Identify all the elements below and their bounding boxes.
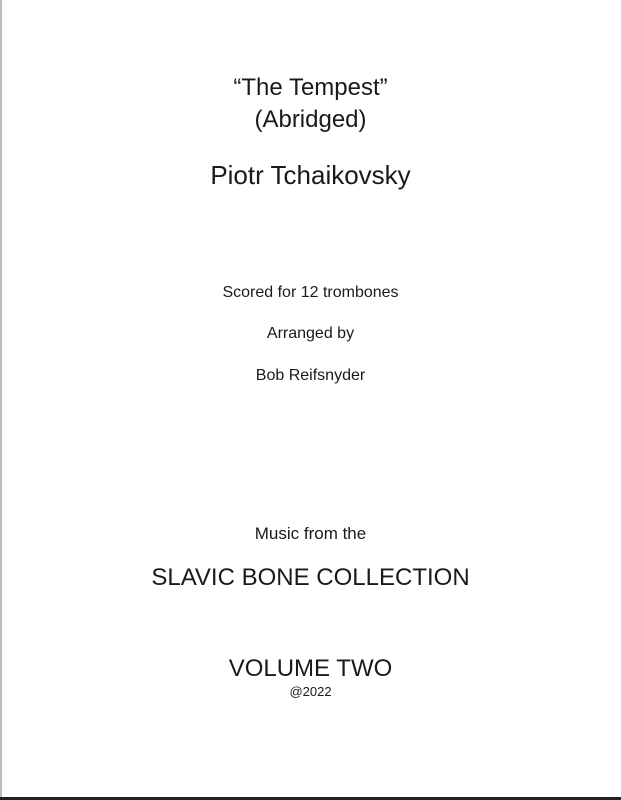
- collection-name: SLAVIC BONE COLLECTION: [151, 564, 470, 591]
- title-line-1: “The Tempest”: [233, 74, 388, 101]
- volume: VOLUME TWO: [228, 655, 393, 682]
- arranged-by-label: Arranged by: [266, 325, 355, 342]
- copyright: @2022: [289, 684, 332, 699]
- composer: Piotr Tchaikovsky: [210, 160, 411, 190]
- title-line-2: (Abridged): [254, 106, 367, 133]
- arranger: Bob Reifsnyder: [255, 367, 366, 384]
- scoring: Scored for 12 trombones: [222, 284, 399, 301]
- collection-intro: Music from the: [254, 524, 367, 543]
